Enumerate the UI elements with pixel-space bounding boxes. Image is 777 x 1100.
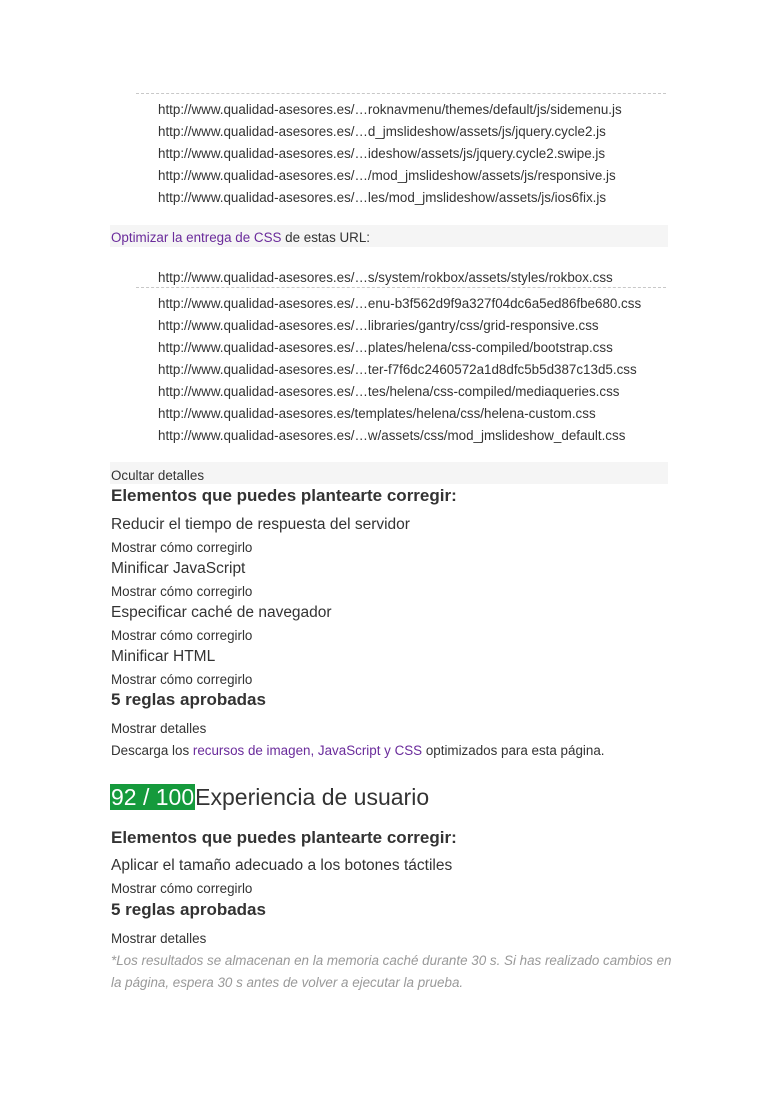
css-url-item: http://www.qualidad-asesores.es/…tes/helena/css-compiled/mediaqueries.css <box>158 384 620 399</box>
css-url-item: http://www.qualidad-asesores.es/…libraries/gantry/css/grid-responsive.css <box>158 318 599 333</box>
js-url-item: http://www.qualidad-asesores.es/…/mod_jmslideshow/assets/js/responsive.js <box>158 168 616 183</box>
rule-title: Aplicar el tamaño adecuado a los botones táctiles <box>111 857 453 874</box>
js-url-item: http://www.qualidad-asesores.es/…roknavmenu/themes/default/js/sidemenu.js <box>158 102 622 117</box>
css-url-item: http://www.qualidad-asesores.es/…s/system/rokbox/assets/styles/rokbox.css <box>158 270 613 285</box>
css-url-item: http://www.qualidad-asesores.es/…enu-b3f562d9f9a327f04dc6a5ed86fbe680.css <box>158 296 642 311</box>
show-fix-link[interactable]: Mostrar cómo corregirlo <box>111 584 253 599</box>
show-details-toggle[interactable]: Mostrar detalles <box>111 931 207 946</box>
divider <box>136 93 666 94</box>
show-fix-link[interactable]: Mostrar cómo corregirlo <box>111 540 253 555</box>
cache-note: *Los resultados se almacenan en la memoria caché durante 30 s. Si has realizado cambios en la página, espera 30 s antes de volver a ejecutar la prueba. <box>111 953 672 990</box>
speed-fix-heading: Elementos que puedes plantearte corregir: <box>111 486 457 505</box>
css-section-suffix: de estas URL: <box>281 230 371 245</box>
rule-title: Especificar caché de navegador <box>111 604 332 621</box>
score-badge: 92 / 100 <box>111 784 195 810</box>
download-prefix: Descarga los <box>111 743 193 758</box>
optimize-css-link[interactable]: Optimizar la entrega de CSS <box>111 230 282 245</box>
rule-title: Minificar JavaScript <box>111 560 246 577</box>
rule-title: Reducir el tiempo de respuesta del servidor <box>111 516 410 533</box>
ux-section-title: Experiencia de usuario <box>195 784 430 810</box>
ux-score-heading <box>110 784 429 810</box>
show-details-toggle[interactable]: Mostrar detalles <box>111 721 207 736</box>
css-url-item: http://www.qualidad-asesores.es/…plates/helena/css-compiled/bootstrap.css <box>158 340 613 355</box>
js-url-item: http://www.qualidad-asesores.es/…ideshow/assets/js/jquery.cycle2.swipe.js <box>158 146 606 161</box>
show-fix-link[interactable]: Mostrar cómo corregirlo <box>111 628 253 643</box>
download-suffix: optimizados para esta página. <box>422 743 605 758</box>
show-fix-link[interactable]: Mostrar cómo corregirlo <box>111 881 253 896</box>
divider <box>136 287 666 288</box>
download-resources-link[interactable]: recursos de imagen, JavaScript y CSS <box>192 743 423 758</box>
show-fix-link[interactable]: Mostrar cómo corregirlo <box>111 672 253 687</box>
js-url-item: http://www.qualidad-asesores.es/…les/mod_jmslideshow/assets/js/ios6fix.js <box>158 190 607 205</box>
hide-details-toggle[interactable]: Ocultar detalles <box>111 468 205 483</box>
css-url-item: http://www.qualidad-asesores.es/templates/helena/css/helena-custom.css <box>158 406 596 421</box>
ux-fix-heading: Elementos que puedes plantearte corregir: <box>111 828 457 847</box>
css-url-item: http://www.qualidad-asesores.es/…ter-f7f6dc2460572a1d8dfc5b5d387c13d5.css <box>158 362 637 377</box>
js-url-item: http://www.qualidad-asesores.es/…d_jmslideshow/assets/js/jquery.cycle2.js <box>158 124 606 139</box>
speed-passed-heading: 5 reglas aprobadas <box>111 690 266 709</box>
css-url-item: http://www.qualidad-asesores.es/…w/assets/css/mod_jmslideshow_default.css <box>158 428 626 443</box>
ux-passed-heading: 5 reglas aprobadas <box>111 900 266 919</box>
css-section-heading <box>111 230 370 246</box>
download-resources-line <box>111 743 605 759</box>
rule-title: Minificar HTML <box>111 648 216 665</box>
